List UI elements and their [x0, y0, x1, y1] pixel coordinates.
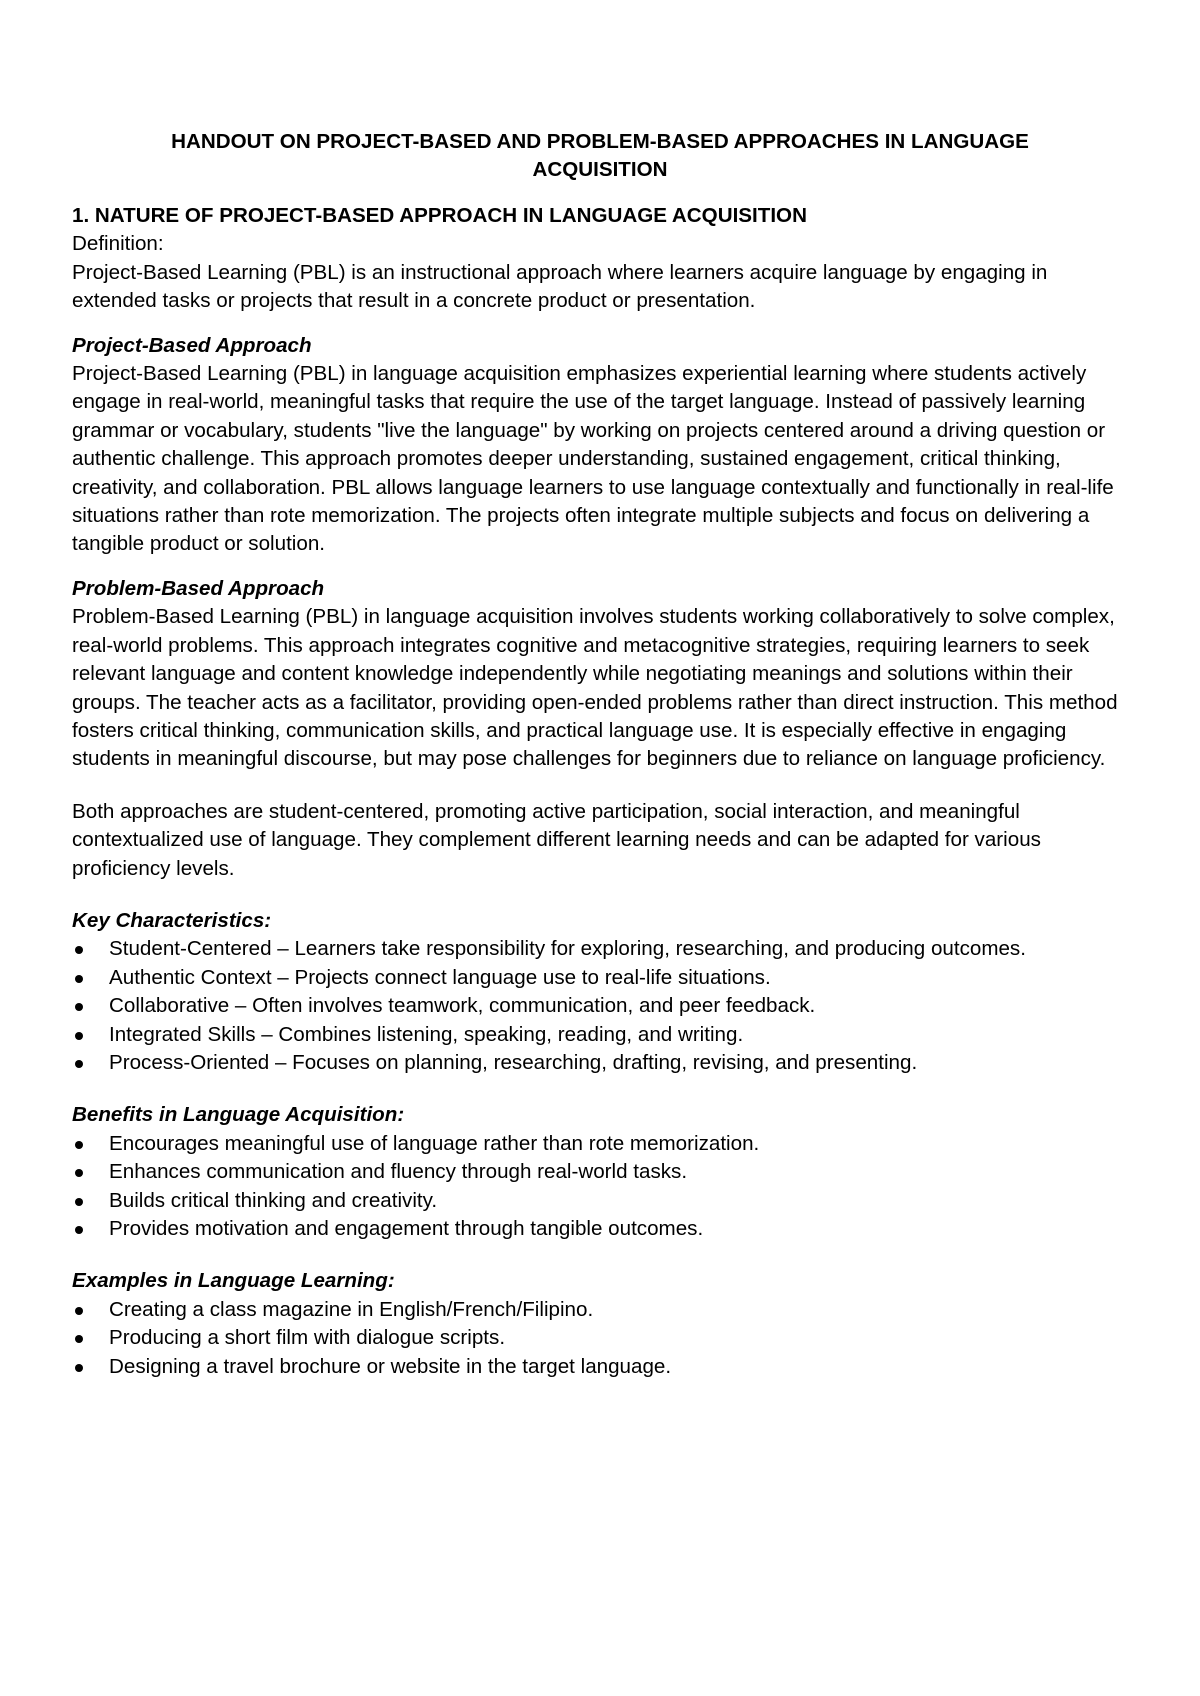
list-item	[72, 1215, 1128, 1243]
benefits-heading: Benefits in Language Acquisition:	[72, 1103, 405, 1127]
list-item-text: Integrated Skills – Combines listening, speaking, reading, and writing.	[109, 1022, 744, 1046]
bullet-icon	[75, 1198, 83, 1206]
list-item-text: Creating a class magazine in English/French/Filipino.	[109, 1297, 594, 1321]
bullet-icon	[75, 1141, 83, 1149]
list-item	[72, 1187, 1128, 1215]
list-item-text: Collaborative – Often involves teamwork, communication, and peer feedback.	[109, 994, 816, 1018]
document-title-line-2: ACQUISITION	[532, 158, 668, 181]
bullet-icon	[75, 1169, 83, 1177]
bullet-icon	[75, 1364, 83, 1372]
list-item	[72, 1021, 1128, 1049]
key-characteristics-list	[72, 935, 1128, 1077]
bullet-icon	[75, 946, 83, 954]
benefits-list	[72, 1130, 1128, 1244]
problem-based-section	[72, 575, 1128, 774]
document-title-line-1: HANDOUT ON PROJECT-BASED AND PROBLEM-BASED APPROACHES IN LANGUAGE	[171, 130, 1029, 153]
key-characteristics-section	[72, 907, 1128, 1077]
list-item-text: Provides motivation and engagement through tangible outcomes.	[109, 1217, 704, 1240]
list-item	[72, 935, 1128, 963]
both-approaches-text: Both approaches are student-centered, promoting active participation, social interaction, and meaningful contextualized use of language. They complement different learning needs and can be adapted for various proficiency levels.	[72, 799, 1041, 880]
project-based-section	[72, 332, 1128, 559]
list-item	[72, 1049, 1128, 1077]
section-1-heading: 1. NATURE OF PROJECT-BASED APPROACH IN LANGUAGE ACQUISITION	[72, 204, 807, 227]
bullet-icon	[75, 1060, 83, 1068]
list-item-text: Student-Centered – Learners take responsibility for exploring, researching, and producing outcomes.	[109, 937, 1026, 961]
examples-section	[72, 1267, 1128, 1381]
list-item	[72, 1158, 1128, 1186]
bullet-icon	[75, 975, 83, 983]
bullet-icon	[75, 1226, 83, 1234]
project-based-heading: Project-Based Approach	[72, 333, 312, 357]
list-item-text: Enhances communication and fluency through real-world tasks.	[109, 1160, 688, 1184]
list-item-text: Builds critical thinking and creativity.	[109, 1188, 438, 1212]
benefits-section	[72, 1101, 1128, 1243]
list-item	[72, 992, 1128, 1020]
list-item	[72, 1130, 1128, 1158]
document-title	[72, 128, 1128, 184]
problem-based-text: Problem-Based Learning (PBL) in language acquisition involves students working collaboratively to solve complex, real-world problems. This approach integrates cognitive and metacognitive strategies, requiring learners to seek relevant language and content knowledge independently while negotiating meanings and solutions within their groups. The teacher acts as a facilitator, providing open-ended problems rather than direct instruction. This method fosters critical thinking, communication skills, and practical language use. It is especially effective in engaging students in meaningful discourse, but may pose challenges for beginners due to reliance on language proficiency.	[72, 605, 1118, 771]
definition-text: Project-Based Learning (PBL) is an instructional approach where learners acquire language by engaging in extended tasks or projects that result in a concrete product or presentation.	[72, 260, 1048, 313]
problem-based-heading: Problem-Based Approach	[72, 576, 325, 600]
bullet-icon	[75, 1307, 83, 1315]
list-item-text: Encourages meaningful use of language rather than rote memorization.	[109, 1131, 760, 1155]
key-characteristics-heading: Key Characteristics:	[72, 908, 272, 932]
list-item	[72, 1296, 1128, 1324]
list-item-text: Authentic Context – Projects connect language use to real-life situations.	[109, 965, 771, 989]
list-item	[72, 1324, 1128, 1352]
list-item-text: Process-Oriented – Focuses on planning, researching, drafting, revising, and presenting.	[109, 1050, 918, 1074]
definition-label: Definition:	[72, 232, 164, 256]
list-item	[72, 1353, 1128, 1381]
bullet-icon	[75, 1003, 83, 1011]
list-item	[72, 964, 1128, 992]
project-based-text: Project-Based Learning (PBL) in language acquisition emphasizes experiential learning where students actively engage in real-world, meaningful tasks that require the use of the target language. Instead of passively learning grammar or vocabulary, students "live the language" by working on projects centered around a driving question or authentic challenge. This approach promotes deeper understanding, sustained engagement, critical thinking, creativity, and collaboration. PBL allows language learners to use language contextually and functionally in real-life situations rather than rote memorization. The projects often integrate multiple subjects and focus on delivering a tangible product or solution.	[72, 362, 1114, 556]
bullet-icon	[75, 1335, 83, 1343]
examples-list	[72, 1296, 1128, 1381]
list-item-text: Producing a short film with dialogue scripts.	[109, 1326, 506, 1350]
bullet-icon	[75, 1032, 83, 1040]
list-item-text: Designing a travel brochure or website in the target language.	[109, 1354, 672, 1378]
section-1	[72, 202, 1128, 316]
examples-heading: Examples in Language Learning:	[72, 1269, 395, 1293]
